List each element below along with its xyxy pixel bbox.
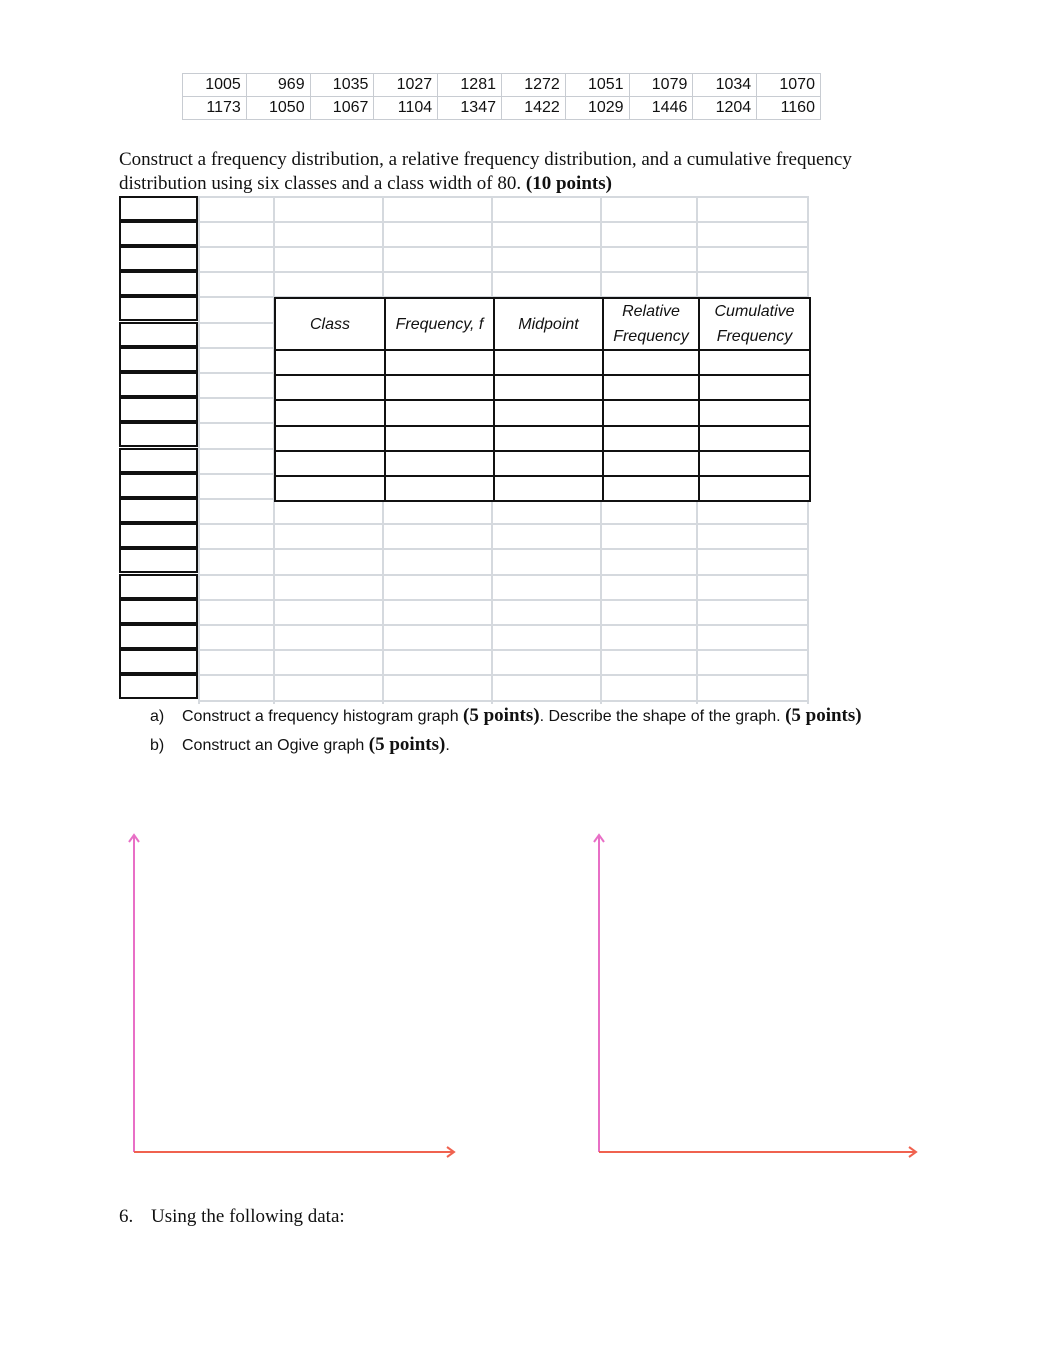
table-cell: 1422 [501, 97, 565, 120]
table-header-row [275, 298, 810, 350]
cumulative-frequency-cell[interactable] [699, 451, 810, 476]
table-cell: 1029 [565, 97, 629, 120]
class-cell[interactable] [275, 426, 385, 451]
question-a-points: (5 points) [463, 705, 540, 726]
row-header-cell [119, 448, 198, 473]
question-b: b) Construct an Ogive graph (5 points). [150, 734, 450, 755]
header-cumulative-frequency: Cumulative Frequency [699, 298, 810, 350]
frequency-table [274, 297, 811, 502]
row-header-cell [119, 599, 198, 624]
row-header-cell [119, 296, 198, 321]
row-header-cell [119, 347, 198, 372]
table-cell: 1035 [310, 74, 374, 97]
row-header-cell [119, 271, 198, 296]
relative-frequency-cell[interactable] [603, 451, 699, 476]
row-header-cell [119, 397, 198, 422]
midpoint-cell[interactable] [494, 350, 603, 375]
frequency-cell[interactable] [385, 400, 494, 425]
midpoint-cell[interactable] [494, 400, 603, 425]
midpoint-cell[interactable] [494, 426, 603, 451]
header-midpoint: Midpoint [494, 298, 603, 350]
relative-frequency-cell[interactable] [603, 476, 699, 501]
instructions-text [119, 148, 939, 196]
class-cell[interactable] [275, 350, 385, 375]
row-header-cell [119, 221, 198, 246]
problem-number: 6. [119, 1206, 134, 1227]
row-header-cell [119, 624, 198, 649]
table-row [275, 476, 810, 501]
table-cell: 1067 [310, 97, 374, 120]
cumulative-frequency-cell[interactable] [699, 350, 810, 375]
table-row [275, 426, 810, 451]
row-header-cell [119, 372, 198, 397]
histogram-axes [120, 825, 470, 1165]
row-header-cell [119, 523, 198, 548]
table-row [275, 400, 810, 425]
frequency-cell[interactable] [385, 350, 494, 375]
header-class: Class [275, 298, 385, 350]
question-a-shape-points: (5 points) [785, 705, 862, 726]
row-header-cell [119, 649, 198, 674]
table-cell: 1104 [374, 97, 438, 120]
cumulative-frequency-cell[interactable] [699, 476, 810, 501]
table-cell: 969 [246, 74, 310, 97]
row-header-cell [119, 548, 198, 573]
class-cell[interactable] [275, 476, 385, 501]
table-cell: 1034 [693, 74, 757, 97]
row-header-cell [119, 422, 198, 447]
table-cell: 1173 [183, 97, 247, 120]
table-row [275, 350, 810, 375]
instructions-body: Construct a frequency distribution, a relative frequency distribution, and a cumulative frequency distribution using six classes and a class width of 80. [119, 149, 852, 194]
frequency-cell[interactable] [385, 476, 494, 501]
frequency-cell[interactable] [385, 375, 494, 400]
table-cell: 1051 [565, 74, 629, 97]
midpoint-cell[interactable] [494, 476, 603, 501]
cumulative-frequency-cell[interactable] [699, 426, 810, 451]
class-cell[interactable] [275, 375, 385, 400]
table-cell: 1446 [629, 97, 693, 120]
question-a: a) Construct a frequency histogram graph (5 points). Describe the shape of the graph. (5 points) [150, 705, 862, 726]
ogive-axes [585, 825, 935, 1165]
relative-frequency-cell[interactable] [603, 426, 699, 451]
table-cell: 1070 [757, 74, 821, 97]
instructions-points: (10 points) [525, 173, 612, 194]
row-header-cell [119, 246, 198, 271]
row-header-cell [119, 574, 198, 599]
question-a-letter: a) [150, 708, 165, 725]
midpoint-cell[interactable] [494, 451, 603, 476]
question-b-points: (5 points) [368, 734, 446, 755]
table-row [183, 97, 821, 120]
relative-frequency-cell[interactable] [603, 350, 699, 375]
class-cell[interactable] [275, 400, 385, 425]
table-cell: 1160 [757, 97, 821, 120]
midpoint-cell[interactable] [494, 375, 603, 400]
data-table [182, 73, 821, 120]
relative-frequency-cell[interactable] [603, 375, 699, 400]
table-cell: 1347 [438, 97, 502, 120]
table-cell: 1281 [438, 74, 502, 97]
row-header-cell [119, 196, 198, 221]
table-cell: 1050 [246, 97, 310, 120]
row-header-cell [119, 674, 198, 699]
frequency-cell[interactable] [385, 451, 494, 476]
table-cell: 1204 [693, 97, 757, 120]
table-cell: 1027 [374, 74, 438, 97]
table-cell: 1272 [501, 74, 565, 97]
problem-text: Using the following data: [151, 1206, 345, 1227]
header-relative-frequency: Relative Frequency [603, 298, 699, 350]
class-cell[interactable] [275, 451, 385, 476]
table-cell: 1079 [629, 74, 693, 97]
header-frequency: Frequency, f [385, 298, 494, 350]
row-header-cell [119, 322, 198, 347]
row-header-cell [119, 473, 198, 498]
question-b-letter: b) [150, 737, 165, 754]
relative-frequency-cell[interactable] [603, 400, 699, 425]
next-problem [119, 1206, 345, 1228]
frequency-cell[interactable] [385, 426, 494, 451]
table-cell: 1005 [183, 74, 247, 97]
cumulative-frequency-cell[interactable] [699, 375, 810, 400]
table-row [275, 375, 810, 400]
row-header-cell [119, 498, 198, 523]
table-row [183, 74, 821, 97]
cumulative-frequency-cell[interactable] [699, 400, 810, 425]
table-row [275, 451, 810, 476]
